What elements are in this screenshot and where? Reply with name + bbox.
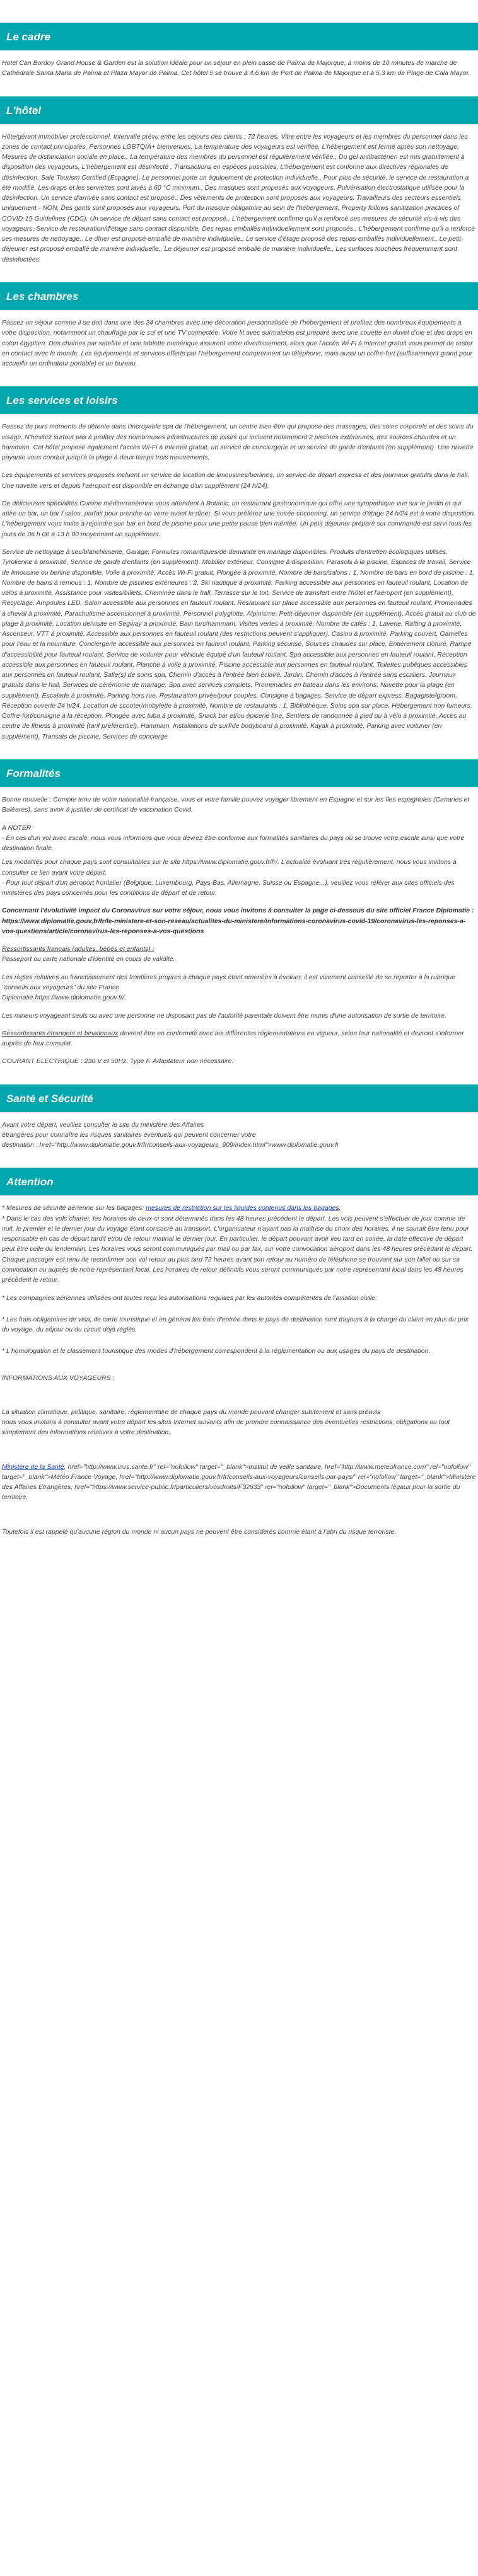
section-header-hotel: L'hôtel	[0, 96, 478, 124]
section-attention	[0, 1203, 478, 1537]
resortissants-fr-text: Passeport ou carte nationale d'identité en cours de validité.	[2, 955, 175, 963]
section-header-sante: Santé et Sécurité	[0, 1084, 478, 1112]
formalites-mineurs: Les mineurs voyageant seuls ou avec une personne ne disposant pas de l'autorité parentale doivent être munis d'une autorisation de sortie de territoire.	[2, 1011, 447, 1020]
sante-text	[2, 1120, 476, 1151]
section-header-attention: Attention	[0, 1168, 478, 1195]
attention-homologation: * L'homologation et le classement touristique des modes d'hébergement correspondent à la réglementation ou aux usages du pays de destination.	[2, 1347, 431, 1355]
formalites-resortissants-fr	[2, 944, 476, 965]
situation-line-1: La situation climatique, politique, sanitaire, réglementaire de chaque pays du monde pouvant changer subitement et sans préavis	[2, 1408, 381, 1416]
regles-text: Les règles relatives au franchissement des frontières propres à chaque pays étant amenées à évoluer, il est vivement conseillé de se reporter à la rubrique "conseils aux voyageurs" du site France	[2, 973, 456, 991]
section-formalites	[0, 795, 478, 1067]
liquides-restriction-link[interactable]: mesures de restriction sur les liquides contenus dans les bagages	[146, 1204, 339, 1212]
liens-text: , href="http://www.invs.sante.fr" rel="nofollow" target="_blank">Institut de veille sanitaire, href="http://www.meteofrance.com" rel="nofollow" target="_blank">Météo France Voyage, href="http://www.diplomatie.gouv.fr/fr/conseils-aux-voyageurs/conseils-par-pays/" rel="nofollow" target="_blank">Ministère des Affaires Etrangères, href="https://www.service-public.fr/particuliers/vosdroits/F32833" rel="nofollow" target="_blank">Documents lègaux pour la sortie du territoire.	[2, 1463, 476, 1502]
sante-line-3: destination : href="http://www.diplomatie.gouv.fr/fr/conseils-aux-voyageurs_909/index.html">www.diplomatie.gouv.fr	[2, 1141, 339, 1149]
situation-line-2: nous vous invitons à consulter avant votre départ les sites Internet suivants afin de prendre connaissance des éventuelles restrictions, obligations ou tout simplement des informations relatives à votre destination.	[2, 1418, 450, 1437]
formalites-coronavirus: Concernant l'évolutivité impact du Coronavirus sur votre séjour, nous vous invitons à consulter la page ci-dessous du site officiel France Diplomatie : https://www.diplomatie.gouv.fr/fr/le-ministere-et-son-reseau/actualites-du-ministere/informations-coronavirus-covid-19/coronavirus-les-reponses-a-vos-questions/article/coronavirus-les-reponses-a-vos-questions	[2, 907, 474, 935]
attention-terrorisme: Toutefois il est rappelé qu'aucune région du monde ni aucun pays ne peuvent être considérés comme étant à l'abri du risque terroriste.	[2, 1527, 397, 1536]
formalites-paragraph-1: Bonne nouvelle : Compte tenu de votre nationalité française, vous et votre famille pouvez voyager librement en Espagne et sur les îles espagnoles (Canaries et Baléares), sans avoir à justifier de certificat de vaccination Covid.	[2, 796, 470, 814]
section-services	[0, 422, 478, 742]
cadre-text: Hotel Can Bordoy Grand House & Garden est la solution idéale pour un séjour en plein casse de Palma de Majorque, à moins de 10 minutes de marche de Cathédrale Santa Maria de Palma et Plaza Mayor de Palma. Cet hôtel 5 se trouve à 4,6 km de Port de Palma de Majorque et à 5,3 km de Plage de Cala Mayor.	[2, 59, 470, 78]
section-sante	[0, 1120, 478, 1151]
section-header-chambres: Les chambres	[0, 282, 478, 310]
section-header-cadre: Le cadre	[0, 23, 478, 50]
services-paragraph-3: De délicieuses spécialités Cuisine méditerranéenne vous attendent à Botanic, un restaurant gastronomique qui offre une sympathique vue sur le jardin et qui attire un bar, un bar / salon, parfait pour prendre un verre avant le dîner. Si vous préférez une soirée cocooning, un service d'étage 24 h/24 est à votre disposition. L'hébergement vous invite à rejoindre son bar en bord de piscine pour une petite pause bien méritée. Un petit déjeuner préparé sur commande est servi tous les jours de 06 h 00 à 13 h 00 moyennant un supplément.	[2, 499, 476, 538]
regles-diplomatie: Diplomatie.https://www.diplomatie.gouv.fr/.	[2, 994, 127, 1002]
attention-vols-charter: * Dans le cas des vols charter, les horaires de ceux-ci sont déterminés dans les 48 heures précédent le départ. Les vols peuvent s'effectuer de jour comme de nuit, le premier et le dernier jour du voyage étant consacré au transport. L'organisateur n'ayant pas la maîtrise du choix des horaires, il ne saurait être tenu pour responsable en cas de départ tardif et/ou de retour matinal le dernier jour. En particulier, le départ pouvant avoir lieu tard en soirée, la date effective de départ peut être celle du lendemain. Les horaires vous seront communiqués par mail ou par fax, sur votre convocation aéroport dans les 48 heures précédant le départ. Chaque passager est tenu de reconfirmer son vol retour au plus tard 72 heures avant son retour au numéro de téléphone se trouvant sur son billet ou sur sa convocation ou auprès de notre représentant local. Les horaires de retour définitifs vous seront communiqués par notre représentant local dans les 48 heures précédent le retour.	[2, 1214, 473, 1284]
resortissants-etr-text: devront être en conformité avec les différentes réglementations en vigueur, selon leur nationalité et devront s'informer auprès de leur consulat.	[2, 1029, 464, 1048]
attention-compagnies: * Les compagnies aériennes utilisées ont toutes reçu les autorisations requises par les autorités compétentes de l'aviation civile.	[2, 1294, 377, 1302]
attention-situation	[2, 1407, 476, 1438]
formalites-courant: COURANT ELECTRIQUE : 230 V et 50Hz. Type F. Adaptateur non nécessaire.	[2, 1057, 234, 1066]
sante-line-2: étrangères pour connaître les risques sanitaires éventuels qui peuvent concerner votre	[2, 1130, 256, 1139]
resortissants-etr-label: Ressortissants étrangers et binationaux	[2, 1029, 119, 1037]
attention-bagages	[2, 1203, 476, 1213]
section-cadre	[0, 58, 478, 79]
chambres-text: Passez un séjour comme il se doit dans une des 24 chambres avec une décoration personnalisée de l'hébergement et profitez des nombreux équipements à votre disposition, notamment un chauffage par le sol et une TV connectée. Votre lit avec surmatelas est préparé avec une couette en duvet d'oie et des draps en coton égyptien. Des chaînes par satellite et une tablette numérique assurent votre divertissement, alors que l'accès Wi-Fi à Internet gratuit vous permet de rester en contact avec le monde. Les équipements et services offerts par l'hébergement comprennent un téléphone, mais aussi un coffre-fort (suffisamment grand pour accueillir un ordinateur portable) et un bureau.	[2, 318, 473, 368]
informations-voyageurs-title: INFORMATIONS AUX VOYAGEURS :	[2, 1374, 115, 1382]
sante-line-1: Avant votre départ, veuillez consulter le site du ministère des Affaires	[2, 1120, 204, 1129]
formalites-resortissants-etr	[2, 1028, 476, 1049]
bagages-text: * Mesures de sécurité aérienne sur les bagages:	[2, 1204, 146, 1212]
section-hotel	[0, 132, 478, 265]
section-header-services: Les services et loisirs	[0, 386, 478, 414]
a-noter-text: - En cas d'un vol avec escale, nous vous informons que vous devrez être conforme aux formalités sanitaires du pays où se trouve votre escale ainsi que votre destination finale.	[2, 834, 465, 853]
resortissants-fr-label: Ressortissants français (adultes, bébés et enfants) :	[2, 945, 154, 953]
section-header-formalites: Formalités	[0, 759, 478, 787]
formalites-frontalier-text: - Pour tout départ d'un aéroport frontalier (Belgique, Luxembourg, Pays-Bas, Allemagne, Suisse ou Espagne...), veuillez vous référer aux sites officiels des ministères des pays concernés pour les conditions de départ et de retour.	[2, 878, 455, 897]
formalites-a-noter	[2, 823, 476, 854]
formalites-paragraph-3	[2, 857, 476, 898]
services-paragraph-2: Les équipements et services proposés incluent un service de location de limousines/berlines, un service de départ express et des journaux gratuits dans le hall. Une navette vers et depuis l'aéroport est disponible en échange d'un supplément (24 h/24).	[2, 471, 470, 490]
attention-frais: * Les frais obligatoires de visa, de carte touristique et en général les frais d'entrée dans le pays de destination sont toujours à la charge du client en plus du prix du voyage, du séjour ou du circuit déjà réglés.	[2, 1315, 469, 1334]
formalites-regles	[2, 972, 476, 1003]
ministere-sante-link[interactable]: Ministère de la Santé	[2, 1463, 64, 1471]
attention-liens	[2, 1462, 476, 1503]
services-paragraph-1: Passez de purs moments de détente dans l'incroyable spa de l'hébergement, un centre bien-être qui propose des massages, des soins corporels et des soins du visage. N'hésitez surtout pas à profiter des nombreuses infrastructures de loisirs qui incluent notamment 2 piscines extérieures, des sources chaudes et un hammam. Cet hôtel propose également l'accès Wi-Fi à Internet gratuit, un service de conciergerie et un service de garde d'enfants (en supplément). Une navette payante vous conduit jusqu'à la plage à deux temps trois mouvements.	[2, 423, 474, 462]
formalites-site-text: Les modalités pour chaque pays sont consultables sur le site https://www.diplomatie.gouv.fr/fr/. L'actualité évoluant très régulièrement, nous vous invitons à consulter ce lien avant votre départ.	[2, 858, 457, 877]
bagages-post: .	[339, 1204, 341, 1212]
a-noter-label: A NOTER	[2, 824, 32, 832]
services-paragraph-4: Service de nettoyage à sec/blanchisserie, Garage, Formules romantiques/de demande en mariage disponibles, Produits d'entretien écologiques utilisés, Tyrolienne à proximité, Service de garde d'enfants (en supplément), Mobilier extérieur, Consigne à disposition, Parasols à la piscine, Espaces de travail, Service de limousine ou berline disponible, Voile à proximité, Accès Wi-Fi gratuit, Plongée à proximité, Nombre de bars/salons : 1, Nombre de bars en bord de piscine : 1, Nombre de bains à remous : 1, Nombre de piscines extérieures : 2, Ski nautique à proximité, Parking accessible aux personnes en fauteuil roulant, Location de vélos à proximité, Assistance pour visites/billets, Cheminée dans le hall, Terrasse sur le toit, Service de transfert entre l'hôtel et l'aéroport (en supplément), Recyclage, Ampoules LED, Salon accessible aux personnes en fauteuil roulant, Restaurant sur place accessible aux personnes en fauteuil roulant, Promenades à cheval à proximité, Parachutisme ascensionnel à proximité, Personnel polyglotte, Alpinisme, Petit-déjeuner disponible (en supplément), Accès gratuit au club de plage à proximité, Location de/visite en Segway à proximité, Bain turc/hammam, Visites vertes à proximité, Nombre de cafés : 1, Laverie, Rafting à proximité, Ascenseur, VTT à proximité, Accessible aux personnes en fauteuil roulant (des restrictions peuvent s'appliquer), Casino à proximité, Parking couvert, Gamelles pour l'eau et la nourriture, Conciergerie accessible aux personnes en fauteuil roulant, Parking sécurisé, Sources chaudes sur place, Entièrement clôturé, Rampe d'accessibilité pour fauteuil roulant, Service de voiturier pour véhicule équipé d'un fauteuil roulant, Spa accessible aux personnes en fauteuil roulant, Réception accessible aux personnes en fauteuil roulant, Planche à voile à proximité, Piscine accessible aux personnes en fauteuil roulant, Toilettes publiques accessibles aux personnes en fauteuil roulant, Salle(s) de soins spa, Chemin d'accès à l'entrée bien éclairé, Jardin, Chemin d'accès à l'entrée sans escaliers, Journaux gratuits dans le hall, Services de cérémonie de mariage, Spa avec services complets, Promenades en bateau dans les environs, Navette pour la plage (en supplément), Escalade à proximité, Parking hors rue, Restauration privée/pour couples, Consigne à bagages, Service de départ express, Bagagiste/groom, Réception ouverte 24 h/24, Location de scooter/mobylette à proximité, Nombre de restaurants : 1, Bibliothèque, Soins spa sur place, Hébergement non fumeurs, Coffre-fort/consigne à la réception, Plongée avec tuba à proximité, Snack bar et/ou épicerie fine, Sentiers de randonnée à pied ou à vélo à proximité, Accès au centre de fitness à proximité (tarif préférentiel), Hammam, Installations de surf/de bodyboard à proximité, Kayak à proximité, Parking avec voiturier (en supplément), Transats de piscine, Services de concierge	[2, 548, 476, 740]
section-chambres	[0, 318, 478, 369]
hotel-text: Hôte/gérant immobilier professionnel. Intervalle prévu entre les séjours des clients : 72 heures, Vitre entre les voyageurs et les membres du personnel dans les zones de contact principales, Personnes LGBTQIA+ bienvenues, La température des voyageurs est vérifiée, L'hébergement est fermé après son nettoyage, Mesures de distanciation sociale en place., La température des membres du personnel est régulièrement vérifiée., Du gel antibactérien est mis gratuitement à disposition des voyageurs, L'hébergement est désinfecté , Transactions en espèces possibles, L'hébergement est conforme aux directives régionales de désinfection. Safe Tourism Certified (Espagne), Le personnel porte un équipement de protection individuelle., Pour plus de sécurité, le service de restauration a été modifié, Les draps et les serviettes sont lavés à 60 °C minimum., Des masques sont proposés aux voyageurs, Pulvérisation électrostatique utilisée pour la désinfection. Un service d'arrivée sans contact est proposé., Des vêtements de protection sont proposés aux voyageurs. Travailleurs des secteurs essentiels uniquement - NON, Des gants sont proposés aux voyageurs, Port du masque obligatoire au sein de l'hébergement, Property follows sanitization practices of COVID-19 Guidelines (CDC), Un service de départ sans contact est proposé., L'hébergement confirme qu'il a renforcé ses mesures de sécurité vis-à-vis des voyageurs, Service de restauration/d'étage sans contact disponible, Des repas emballés individuellement sont proposés., L'hébergement confirme qu'il a renforcé ses mesures de nettoyage., Le dîner est proposé emballé de manière individuelle., Le service d'étage proposé des repas emballés individuellement., Le petit-déjeuner est proposé emballé de manière individuelle., Le déjeuner est proposé emballé de manière individuelle., Les surfaces touchées fréquemment sont désinfectées.	[2, 132, 475, 263]
